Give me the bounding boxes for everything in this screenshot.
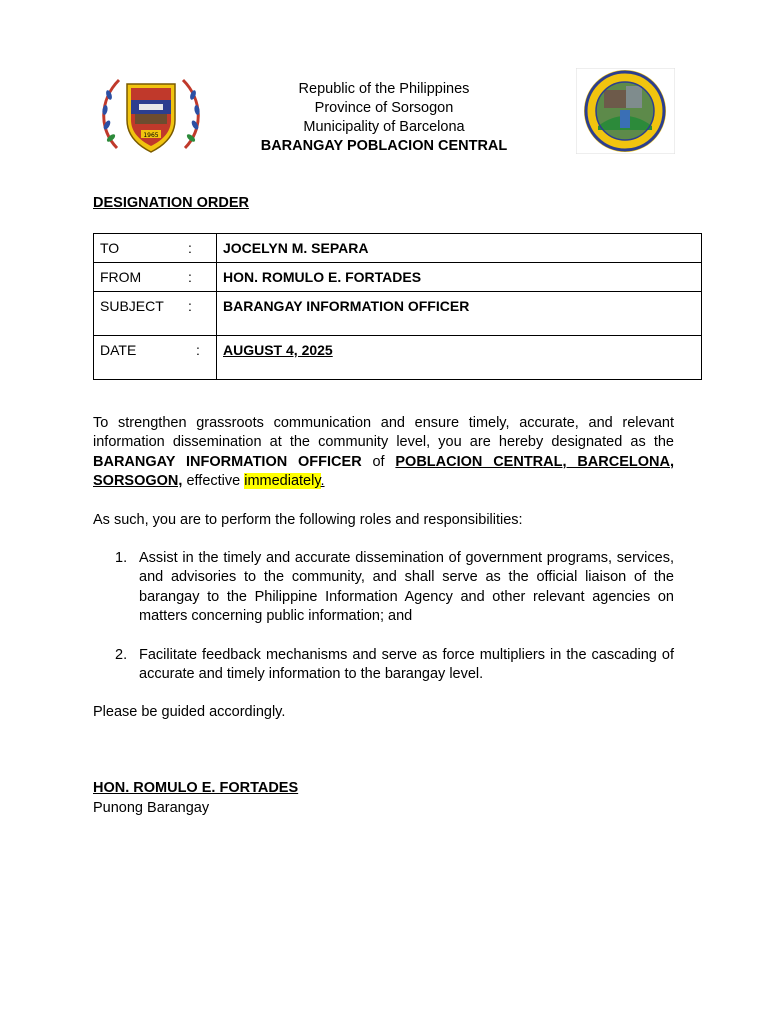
memo-row-subject [94,292,702,336]
memo-value-from: HON. ROMULO E. FORTADES [223,269,422,285]
memo-row-date [94,336,702,380]
memo-value-to: JOCELYN M. SEPARA [223,240,369,256]
list-item [93,549,674,627]
memo-colon: : [188,298,192,314]
header-province: Province of Sorsogon [314,100,454,116]
paragraph-text: effective [182,473,245,490]
paragraph-text: To strengthen grassroots communication and ensure timely, accurate, and relevant information dissemination at the community level, you are hereby designated as the [93,415,674,451]
list-item-text: Assist in the timely and accurate dissemination of government programs, services, and advisories to the community, and shall serve as the official liaison of the barangay to the Philippine Information Agency and other relevant agencies on matters concerning public information; and [139,550,674,625]
memo-header-table [93,233,702,380]
header-republic: Republic of the Philippines [298,81,470,97]
list-number: 2. [115,646,128,663]
signatory-title: Punong Barangay [93,800,210,816]
designation-location: POBLACION CENTRAL, BARCELONA, SORSOGON, [93,453,674,490]
memo-value-subject: BARANGAY INFORMATION OFFICER [223,298,470,314]
responsibilities-list [93,549,674,684]
document-title: DESIGNATION ORDER [93,195,250,211]
closing-line: Please be guided accordingly. [93,704,286,720]
designation-role: BARANGAY INFORMATION OFFICER [93,453,362,470]
designation-paragraph [93,414,674,492]
memo-label-to: TO [100,240,120,256]
memo-label-date: DATE [100,342,137,358]
header-municipality: Municipality of Barcelona [303,119,465,135]
list-item [93,646,674,685]
list-number: 1. [115,550,128,566]
memo-label-subject: SUBJECT [100,298,164,314]
header-barangay: BARANGAY POBLACION CENTRAL [260,138,508,154]
memo-row-to [94,234,702,263]
memo-value-date: AUGUST 4, 2025 [223,342,333,358]
highlighted-text: immediately [244,473,321,490]
memo-colon: : [188,240,192,256]
barangay-seal-icon [97,70,205,158]
memo-label-from: FROM [100,269,142,285]
memo-colon: : [196,342,200,358]
municipal-seal-icon [576,68,675,154]
list-item-text: Facilitate feedback mechanisms and serve as force multipliers in the cascading of accurate and timely information to the barangay level. [139,646,674,683]
responsibilities-intro: As such, you are to perform the following roles and responsibilities: [93,512,523,528]
paragraph-end: . [320,473,325,490]
memo-row-from [94,263,702,292]
seal-year-text: 1965 [143,132,159,139]
paragraph-text: of [361,453,396,470]
signatory-name: HON. ROMULO E. FORTADES [93,780,299,796]
memo-colon: : [188,269,192,285]
letterhead [200,80,568,156]
